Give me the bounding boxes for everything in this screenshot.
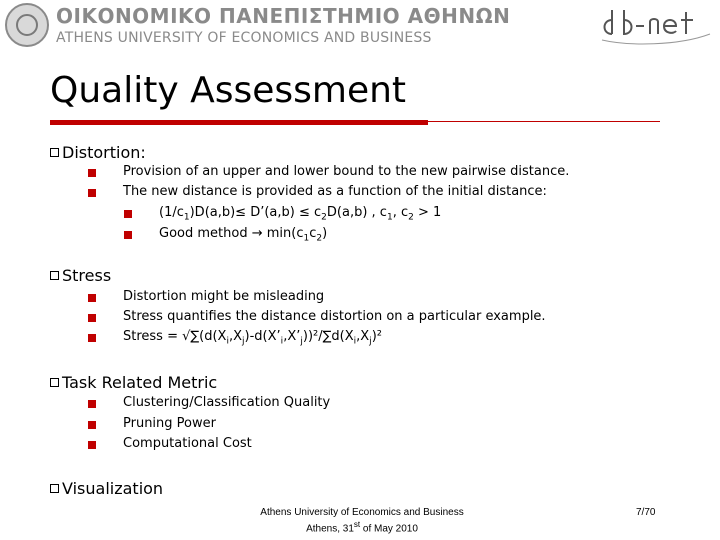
list-item: Pruning Power — [123, 416, 216, 431]
bullet-icon — [88, 441, 96, 449]
page-number: 7/70 — [636, 507, 656, 518]
section-visualization — [50, 479, 163, 498]
slide-footer — [0, 507, 720, 535]
bullet-icon — [88, 314, 96, 322]
section-bullet-icon — [50, 484, 59, 493]
section-heading: Distortion: — [62, 143, 146, 162]
bullet-icon — [88, 334, 96, 342]
list-item: Provision of an upper and lower bound to the new pairwise distance. — [123, 164, 570, 179]
list-item: The new distance is provided as a function of the initial distance: — [123, 184, 547, 199]
list-item-stress-formula: Stress = $√\sum(d(X_i,X_j)-d(X’_i,X’_j))^2/\sum d(X_i,X_j)^2$ — [123, 329, 382, 347]
university-seal-icon — [5, 3, 49, 47]
section-distortion — [50, 143, 146, 162]
section-bullet-icon — [50, 148, 59, 157]
bullet-icon — [88, 421, 96, 429]
title-underline-rule — [428, 121, 660, 122]
section-stress — [50, 266, 111, 285]
bullet-icon — [88, 294, 96, 302]
footer-institution: Athens University of Economics and Business — [260, 507, 464, 518]
arrow-right-icon: → — [251, 226, 263, 241]
section-bullet-icon — [50, 271, 59, 280]
list-item: Computational Cost — [123, 436, 252, 451]
bullet-icon — [88, 169, 96, 177]
db-net-logo — [598, 4, 716, 48]
list-item: Clustering/Classification Quality — [123, 395, 331, 410]
university-name-english: ATHENS UNIVERSITY OF ECONOMICS AND BUSINESS — [56, 30, 432, 46]
slide-title: Quality Assessment — [50, 70, 407, 111]
list-item-good-method: Good method → $\min(c_1c_2)$ — [159, 226, 328, 244]
section-heading: Task Related Metric — [62, 373, 218, 392]
title-underline-bar — [50, 120, 428, 125]
list-item-distortion-bounds: $(1/c_1)D(a,b)\le$ D’(a,b) ≤ $c_2D(a,b)$ , $c_1$, $c_2 > 1$ — [159, 205, 442, 223]
section-heading: Stress — [62, 266, 112, 285]
section-heading: Visualization — [62, 479, 164, 498]
list-item: Stress quantifies the distance distortion on a particular example. — [123, 309, 546, 324]
section-bullet-icon — [50, 378, 59, 387]
bullet-icon — [88, 189, 96, 197]
bullet-icon — [88, 400, 96, 408]
bullet-icon — [124, 210, 132, 218]
university-name-greek: ΟΙΚΟΝΟΜΙΚΟ ΠΑΝΕΠΙΣΤΗΜΙΟ ΑΘΗΝΩΝ — [56, 4, 511, 28]
list-item: Distortion might be misleading — [123, 289, 325, 304]
bullet-icon — [124, 231, 132, 239]
slide-header — [0, 0, 720, 52]
footer-date: Athens, 31st of May 2010 — [306, 520, 418, 535]
section-task-related-metric — [50, 373, 217, 392]
